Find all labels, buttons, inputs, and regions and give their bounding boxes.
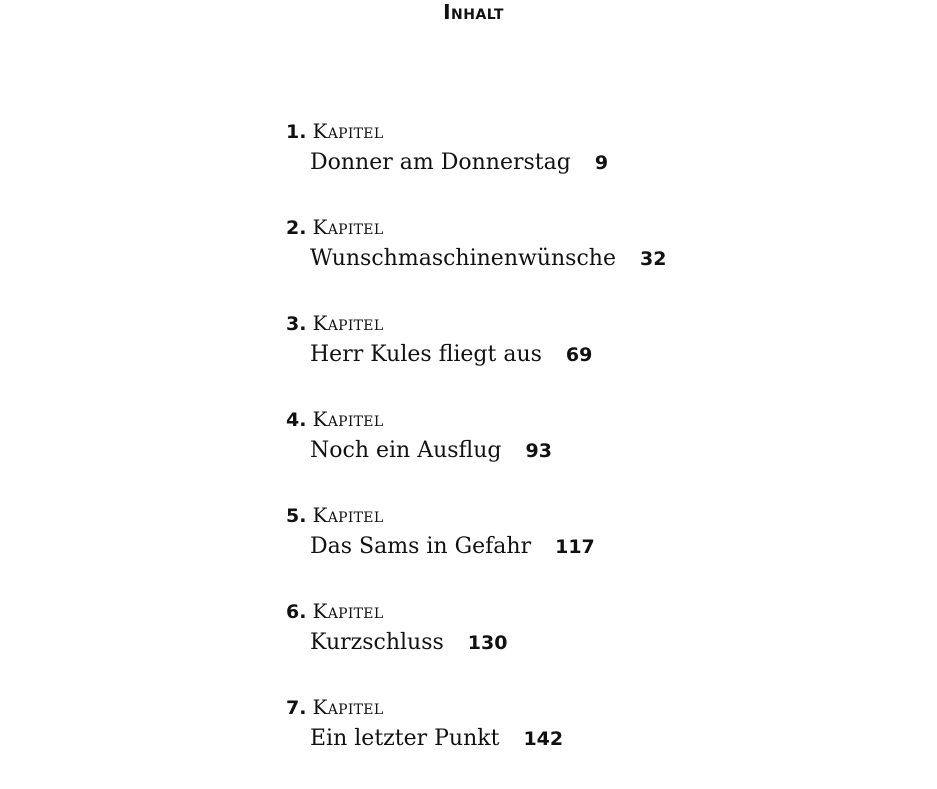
toc-entry-4 [286, 405, 666, 501]
chapter-page-number: 9 [594, 152, 609, 174]
chapter-label: Kapitel [312, 215, 384, 239]
toc-entry-6 [286, 597, 666, 693]
chapter-heading [286, 405, 666, 433]
chapter-title-line [310, 531, 666, 563]
chapter-heading [286, 117, 666, 145]
table-of-contents [286, 117, 666, 789]
chapter-heading [286, 597, 666, 625]
chapter-title: Ein letzter Punkt [310, 726, 500, 751]
chapter-number: 5. [286, 505, 307, 527]
chapter-number: 6. [286, 601, 307, 623]
chapter-label: Kapitel [312, 503, 384, 527]
chapter-title-line [310, 723, 666, 755]
chapter-title: Das Sams in Gefahr [310, 534, 532, 559]
chapter-number: 1. [286, 121, 307, 143]
chapter-number: 7. [286, 697, 307, 719]
chapter-heading [286, 693, 666, 721]
chapter-title-line [310, 435, 666, 467]
page-title: Inhalt [443, 0, 504, 24]
chapter-title: Herr Kules fliegt aus [310, 342, 542, 367]
chapter-title: Noch ein Ausflug [310, 438, 502, 463]
chapter-label: Kapitel [312, 311, 384, 335]
chapter-label: Kapitel [312, 599, 384, 623]
chapter-heading [286, 501, 666, 529]
chapter-number: 3. [286, 313, 307, 335]
chapter-label: Kapitel [312, 695, 384, 719]
chapter-page-number: 32 [639, 248, 667, 270]
toc-entry-7 [286, 693, 666, 789]
chapter-page-number: 93 [525, 440, 552, 462]
chapter-title-line [310, 627, 666, 659]
chapter-title: Kurzschluss [310, 630, 444, 655]
chapter-title-line [310, 147, 666, 179]
chapter-title-line [310, 339, 666, 371]
chapter-title: Wunschmaschinenwünsche [310, 246, 616, 271]
toc-entry-3 [286, 309, 666, 405]
chapter-heading [286, 309, 666, 337]
chapter-label: Kapitel [312, 407, 384, 431]
chapter-title: Donner am Donnerstag [310, 150, 571, 175]
chapter-heading [286, 213, 666, 241]
chapter-page-number: 69 [565, 344, 593, 366]
chapter-page-number: 142 [523, 728, 564, 750]
toc-entry-1 [286, 117, 666, 213]
toc-entry-2 [286, 213, 666, 309]
toc-entry-5 [286, 501, 666, 597]
chapter-number: 2. [286, 217, 307, 239]
chapter-number: 4. [286, 409, 307, 431]
chapter-page-number: 130 [467, 632, 508, 654]
chapter-page-number: 117 [555, 536, 595, 558]
chapter-title-line [310, 243, 666, 275]
chapter-label: Kapitel [312, 119, 384, 143]
